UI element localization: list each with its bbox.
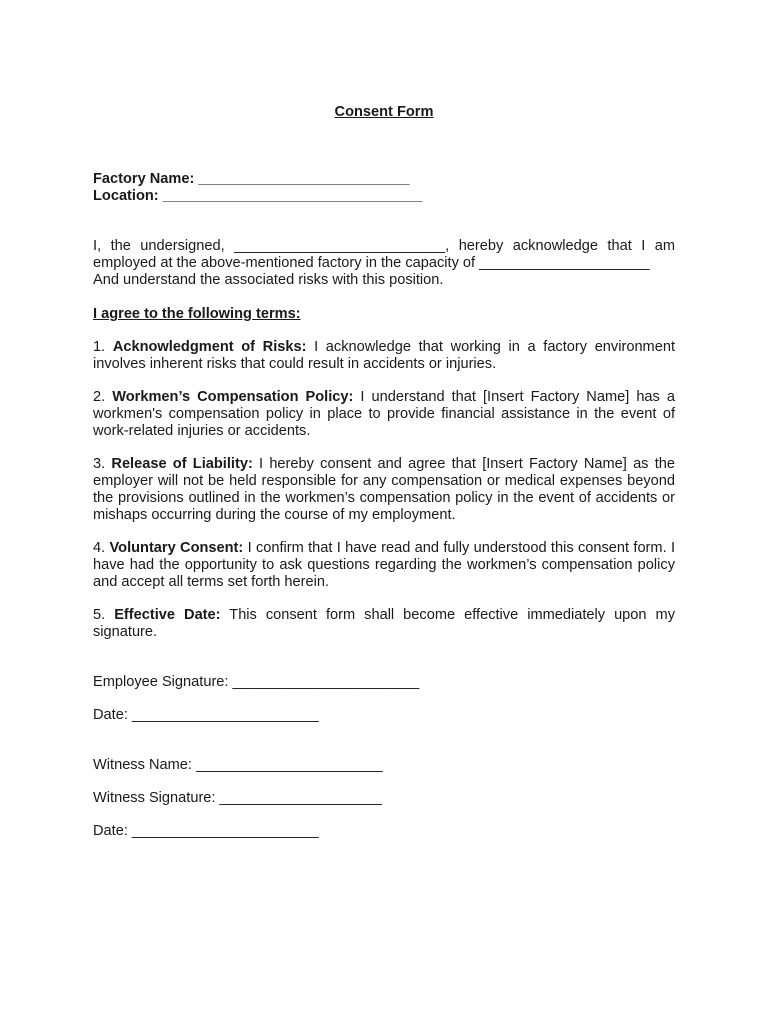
term-number: 2 — [93, 389, 102, 405]
term-body: I acknowledge that working in a factory environment involves inherent risks that could result in accidents or injuries. — [93, 339, 675, 372]
term-item-3: 3. Release of Liability: I hereby consent and agree that [Insert Factory Name] as the employer will not be held responsible for any compensation or medical expenses beyond the provisions outlined in the workmen’s compensation policy in the event of accidents or mishaps occurring during the course of my employment. — [93, 456, 675, 523]
term-number: 4 — [93, 540, 102, 556]
term-number: 1 — [93, 339, 102, 355]
witness-signature-field[interactable]: Witness Signature: ____________________ — [93, 790, 382, 806]
term-heading: Effective Date: — [114, 607, 221, 623]
term-number: 3 — [93, 456, 102, 472]
employee-signature-field[interactable]: Employee Signature: _______________________ — [93, 674, 420, 690]
signature-block — [93, 674, 675, 840]
term-heading: Release of Liability: — [111, 456, 253, 472]
factory-name-field[interactable]: Factory Name: __________________________ — [93, 171, 410, 187]
term-item-4: 4. Voluntary Consent: I confirm that I have read and fully understood this consent form. I have had the opportunity to ask questions regarding the workmen’s compensation policy and accept all terms set forth herein. — [93, 540, 676, 590]
term-body: I confirm that I have read and fully understood this consent form. I have had the opportunity to ask questions regarding the workmen’s compensation policy and accept all terms set forth herein. — [93, 540, 676, 590]
location-field[interactable]: Location: ________________________________ — [93, 188, 423, 204]
term-body: I understand that [Insert Factory Name] has a workmen's compensation policy in place to provide financial assistance in the event of work-related injuries or accidents. — [93, 389, 676, 439]
term-item-2: 2. Workmen’s Compensation Policy: I understand that [Insert Factory Name] has a workmen's compensation policy in place to provide financial assistance in the event of work-related injuries or accidents. — [93, 389, 676, 439]
spacer — [93, 205, 675, 238]
witness-date-field[interactable]: Date: _______________________ — [93, 823, 319, 839]
term-item-5: 5. Effective Date: This consent form shall become effective immediately upon my signature. — [93, 607, 675, 640]
employee-date-field[interactable]: Date: _______________________ — [93, 707, 319, 723]
terms-heading: I agree to the following terms: — [93, 306, 301, 322]
intro-paragraph-end: And understand the associated risks with this position. — [93, 272, 444, 288]
intro-paragraph: I, the undersigned, __________________________, hereby acknowledge that I am employed at the above-mentioned factory in the capacity of _____________________ — [93, 238, 675, 271]
term-body: This consent form shall become effective immediately upon my signature. — [93, 607, 675, 640]
spacer — [93, 740, 675, 757]
page-title: Consent Form — [334, 104, 434, 120]
term-item-1: 1. Acknowledgment of Risks: I acknowledge that working in a factory environment involves inherent risks that could result in accidents or injuries. — [93, 339, 675, 372]
witness-name-field[interactable]: Witness Name: _______________________ — [93, 757, 383, 773]
term-heading: Acknowledgment of Risks: — [112, 339, 307, 355]
term-body: I hereby consent and agree that [Insert Factory Name] as the employer will not be held responsible for any compensation or medical expenses beyond the provisions outlined in the workmen’s compensation policy in the event of accidents or mishaps occurring during the course of my employment. — [93, 456, 675, 523]
term-heading: Voluntary Consent: — [109, 540, 244, 556]
term-number: 5 — [93, 607, 102, 623]
term-heading: Workmen’s Compensation Policy: — [112, 389, 354, 405]
terms-list — [93, 339, 675, 641]
